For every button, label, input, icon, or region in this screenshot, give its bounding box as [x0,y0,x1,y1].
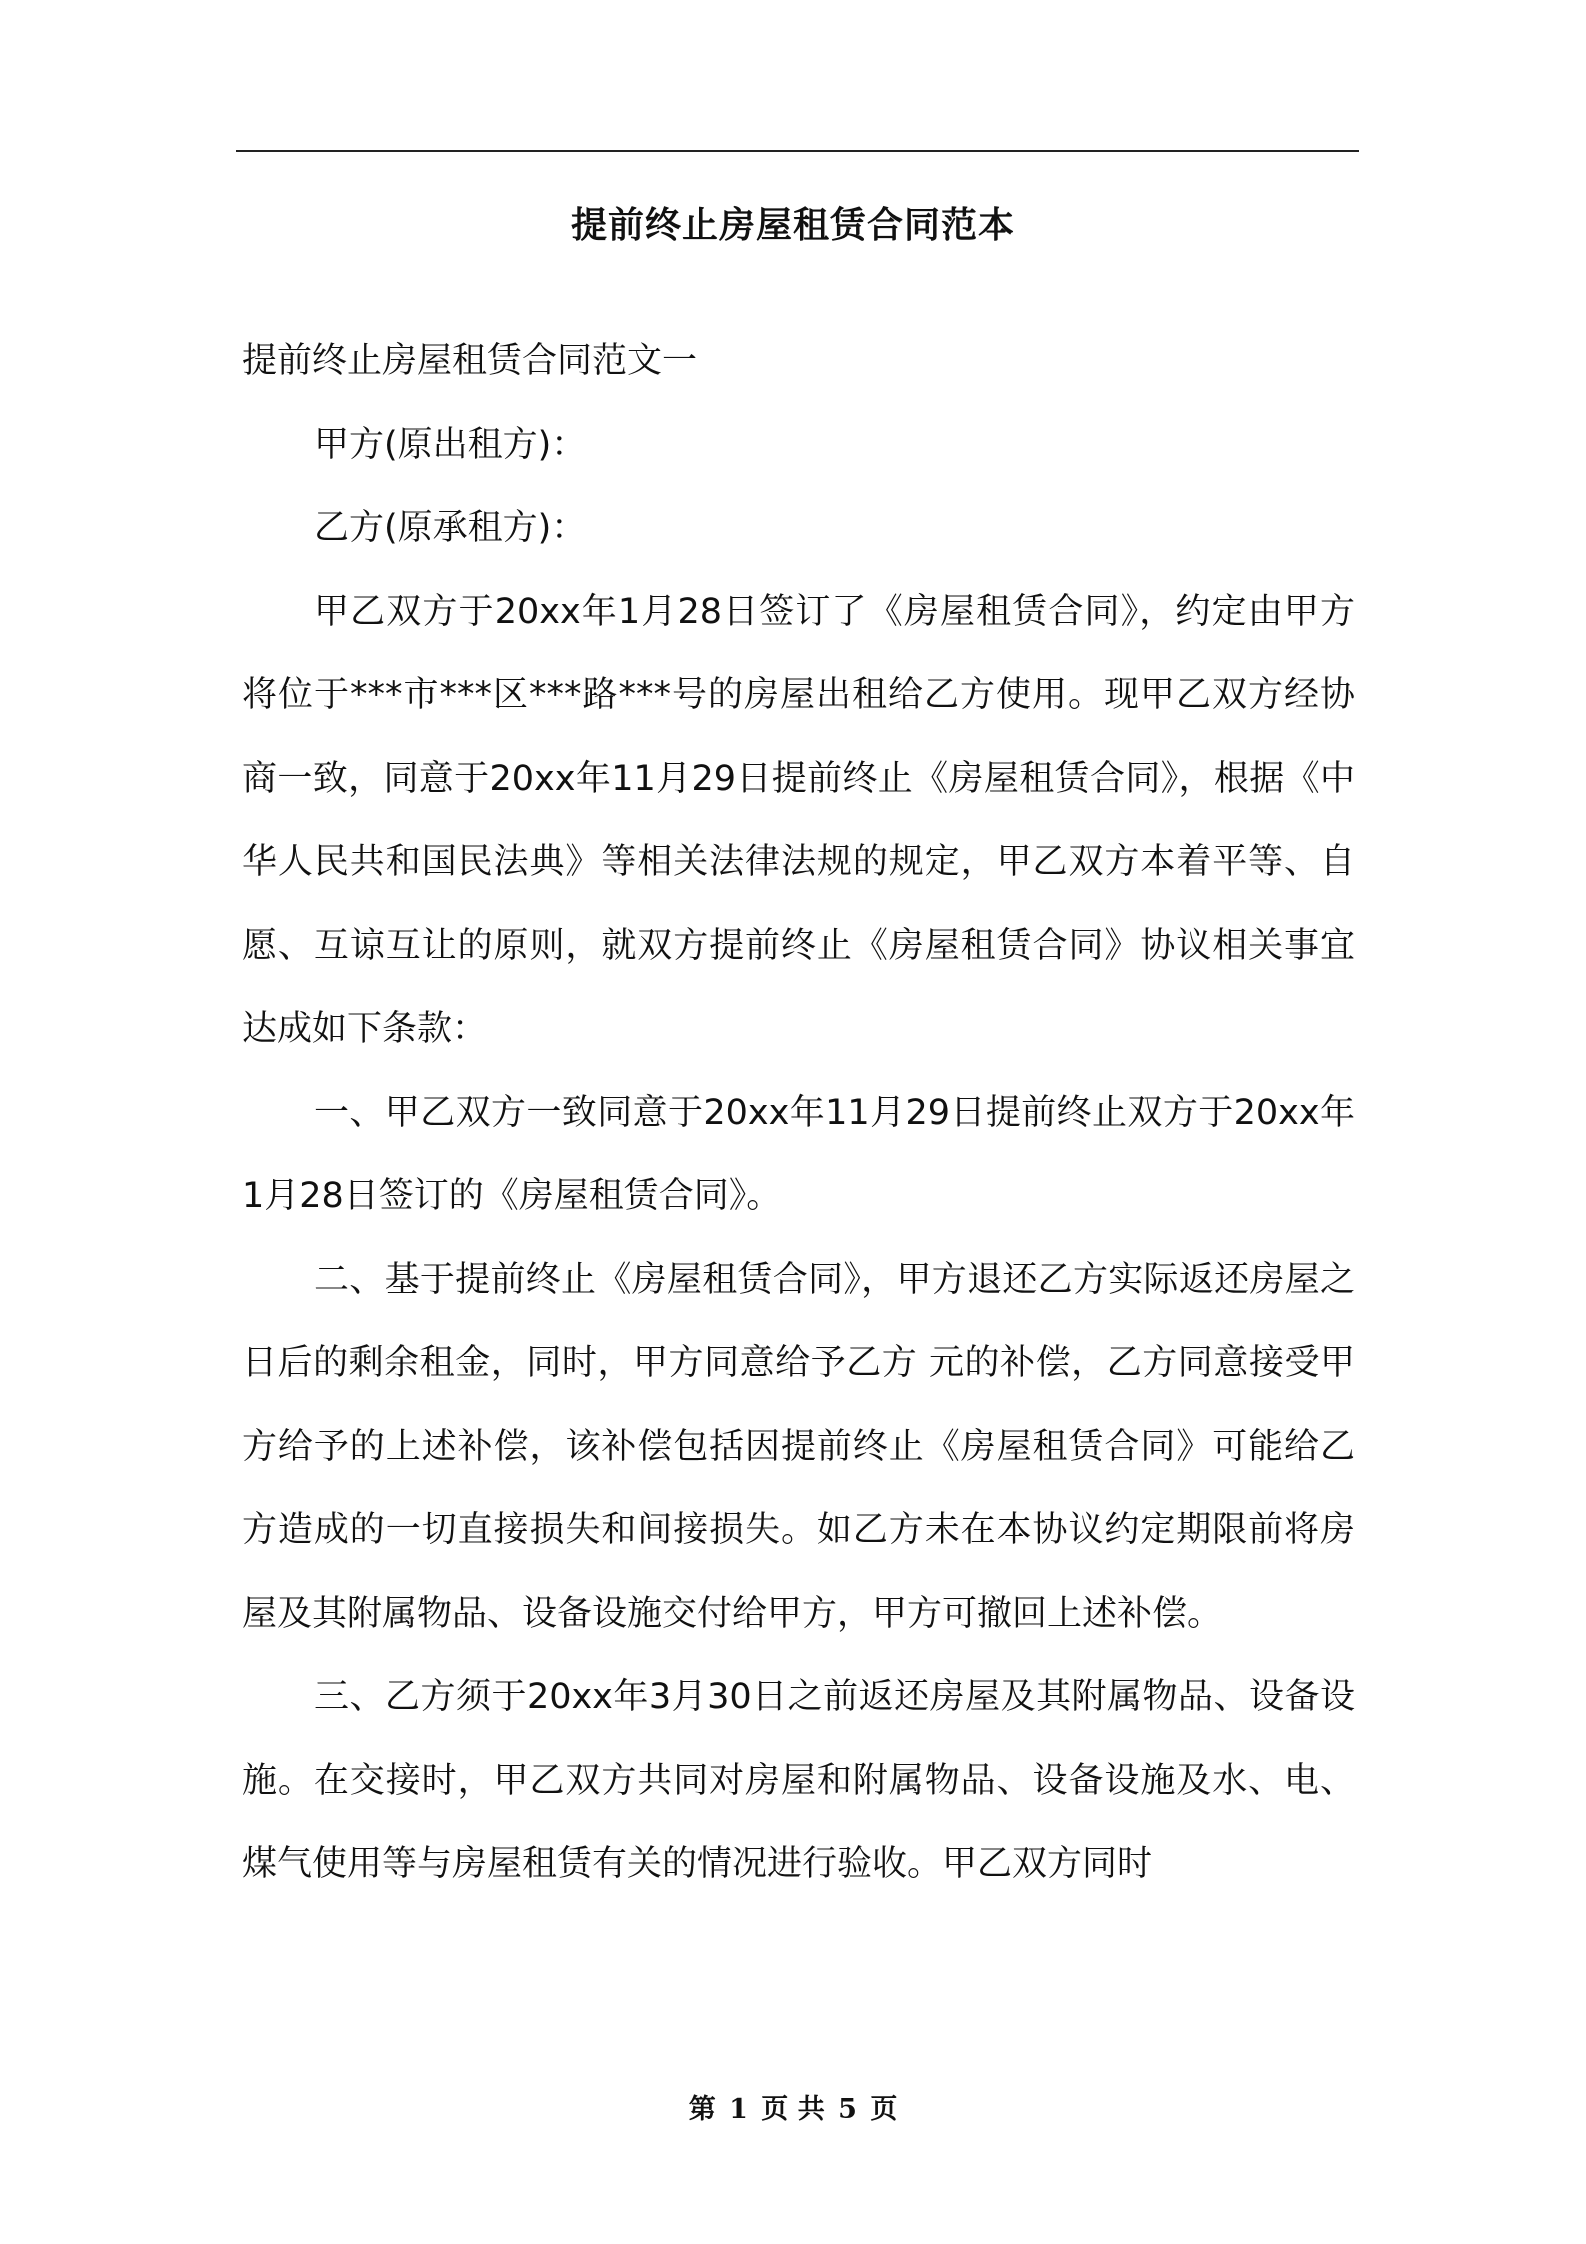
footer-suffix: 页 [870,2094,898,2125]
footer-mid: 页 共 [761,2094,825,2125]
party-b-line: 乙方(原承租方)： [314,508,587,548]
document-body [242,320,1355,1907]
clause-2-paragraph: 二、基于提前终止《房屋租赁合同》，甲方退还乙方实际返还房屋之日后的剩余租金，同时，甲方同意给予乙方 元的补偿，乙方同意接受甲方给予的上述补偿，该补偿包括因提前终止《房屋租赁合同》可能给乙方造成的一切直接损失和间接损失。如乙方未在本协议约定期限前将房屋及其附属物品、设备设施交付给甲方，甲方可撤回上述补偿。 [242,1259,1355,1634]
clause-3-paragraph: 三、乙方须于20xx年3月30日之前返还房屋及其附属物品、设备设施。在交接时，甲乙双方共同对房屋和附属物品、设备设施及水、电、煤气使用等与房屋租赁有关的情况进行验收。甲乙双方同时 [242,1677,1355,1884]
document-title: 提前终止房屋租赁合同范本 [570,205,1015,246]
footer-current-page: 1 [729,2094,748,2125]
footer-total-pages: 5 [838,2094,857,2125]
intro-paragraph: 甲乙双方于20xx年1月28日签订了《房屋租赁合同》，约定由甲方将位于***市***区***路***号的房屋出租给乙方使用。现甲乙双方经协商一致，同意于20xx年11月29日提前终止《房屋租赁合同》，根据《中华人民共和国民法典》等相关法律法规的规定，甲乙双方本着平等、自愿、互谅互让的原则，就双方提前终止《房屋租赁合同》协议相关事宜达成如下条款： [242,591,1355,1049]
footer-prefix: 第 [688,2094,716,2125]
page-footer [0,2090,1586,2130]
party-a-line: 甲方(原出租方)： [314,424,587,465]
clause-1-paragraph: 一、甲乙双方一致同意于20xx年11月29日提前终止双方于20xx年1月28日签订的《房屋租赁合同》。 [242,1092,1355,1216]
section-heading: 提前终止房屋租赁合同范文一 [242,341,698,381]
header-rule [236,150,1359,152]
